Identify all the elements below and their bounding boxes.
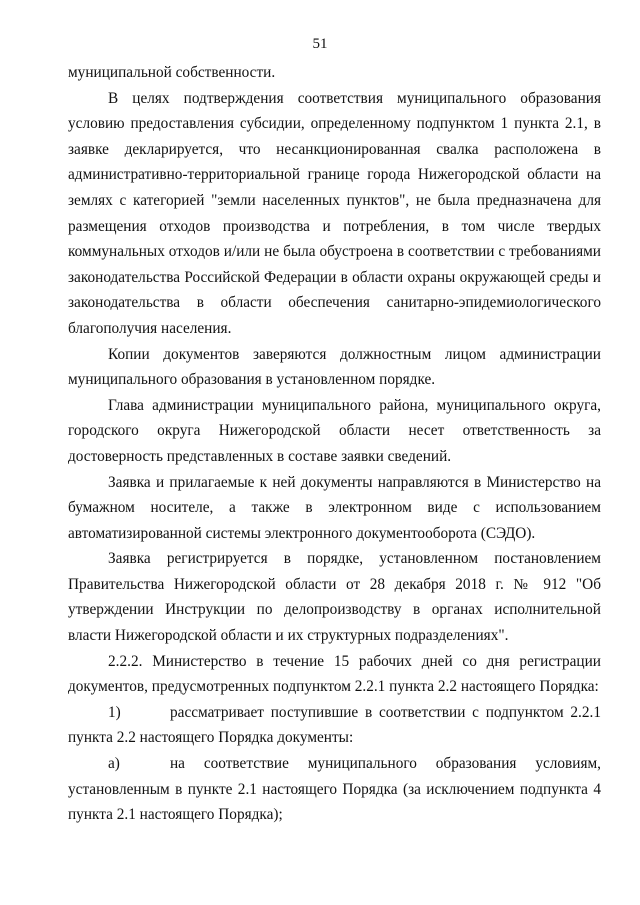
paragraph-submission: Заявка и прилагаемые к ней документы направляются в Министерство на бумажном носителе, а также в электронном виде с использованием автоматизированной системы электронного документооборота (СЭДО). bbox=[68, 473, 601, 542]
paragraph-2-2-2: 2.2.2. Министерство в течение 15 рабочих дней со дня регистрации документов, предусмотренных подпунктом 2.2.1 пункта 2.2 настоящего Порядка: bbox=[68, 652, 601, 696]
list-item-text: рассматривает поступившие в соответствии с подпунктом 2.2.1 пункта 2.2 настоящего Порядка документы: bbox=[68, 703, 601, 747]
document-body bbox=[68, 60, 601, 828]
list-item bbox=[68, 700, 601, 751]
list-marker: 1) bbox=[108, 703, 121, 721]
list-item-text: на соответствие муниципального образования условиям, установленным в пункте 2.1 настоящего Порядка (за исключением подпункта 4 пункта 2.1 настоящего Порядка); bbox=[68, 755, 601, 824]
paragraph-copies: Копии документов заверяются должностным лицом администрации муниципального образования в установленном порядке. bbox=[68, 345, 601, 389]
paragraph-responsibility: Глава администрации муниципального района, муниципального округа, городского округа Нижегородской области несет ответственность за достоверность представленных в составе заявки сведений. bbox=[68, 396, 601, 465]
paragraph-declaration: В целях подтверждения соответствия муниципального образования условию предоставления субсидии, определенному подпунктом 1 пункта 2.1, в заявке декларируется, что несанкционированная свалка расположена в административно-территориальной границе города Нижегородской области на землях с категорией "земли населенных пунктов", не была предназначена для размещения отходов производства и потребления, в том числе твердых коммунальных отходов и/или не была обустроена в соответствии с требованиями законодательства Российской Федерации в области охраны окружающей среды и законодательства в области обеспечения санитарно-эпидемиологического благополучия населения. bbox=[68, 89, 601, 337]
paragraph-registration: Заявка регистрируется в порядке, установленном постановлением Правительства Нижегородской области от 28 декабря 2018 г. № 912 "Об утверждении Инструкции по делопроизводству в органах исполнительной власти Нижегородской области и их структурных подразделениях". bbox=[68, 550, 601, 645]
list-item bbox=[68, 751, 601, 828]
list-marker: а) bbox=[108, 755, 120, 773]
paragraph-continuation: муниципальной собственности. bbox=[68, 64, 276, 81]
page-number: 51 bbox=[312, 36, 328, 52]
